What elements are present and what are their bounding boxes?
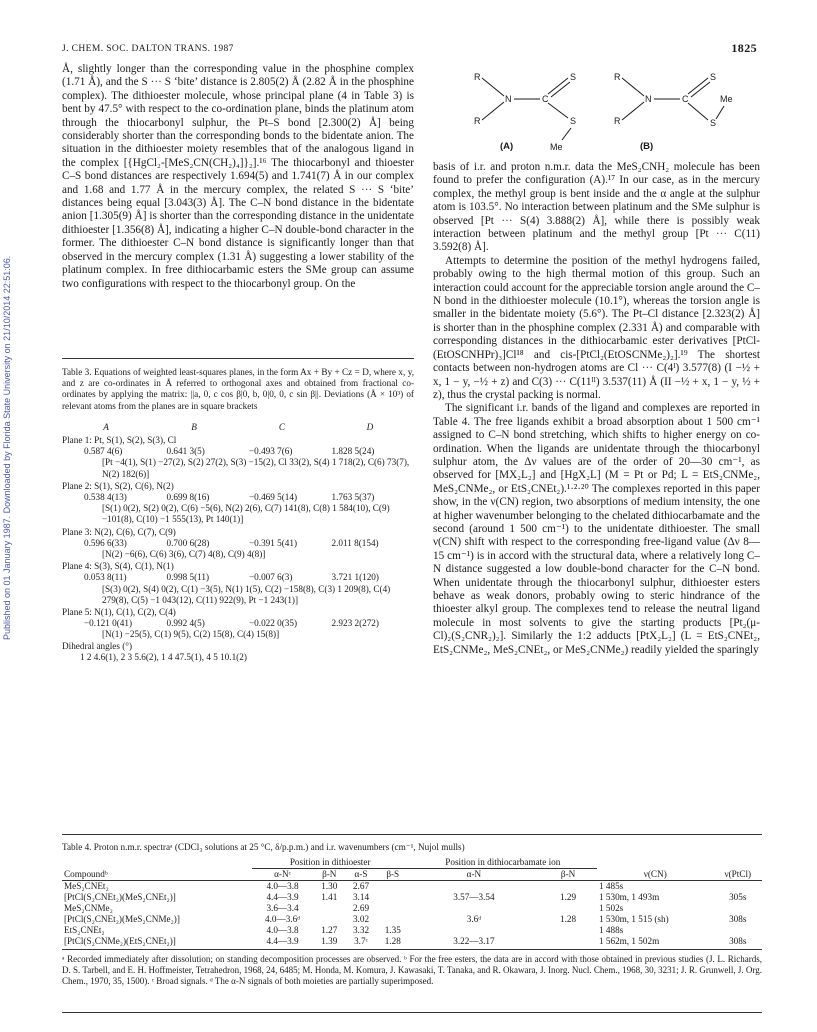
download-watermark-text[interactable]: Published on 01 January 1987. Downloaded by Florida State University on 21/10/2014 22:51:06. <box>2 255 12 640</box>
atom-label: R <box>474 116 481 126</box>
atom-label: N <box>645 94 652 104</box>
table-cell <box>714 881 763 893</box>
table-cell <box>539 903 597 914</box>
table-cell: 3.22—3.17 <box>453 936 495 946</box>
table-cell: 308s <box>729 914 747 924</box>
download-watermark <box>2 120 16 640</box>
column-header: D <box>366 421 374 432</box>
group-header: Position in dithiocarbamate ion <box>409 857 597 869</box>
column-header: β-N <box>560 869 576 879</box>
value: 0.596 6(33) <box>84 537 127 548</box>
value: 0.998 5(11) <box>166 572 210 583</box>
table-3-caption: Table 3. Equations of weighted least-squares planes, in the form Ax + By + Cz = D, where x, y, and z are co-ordinates in Å referred to orthogonal axes and obtained from fractional co-ordinates by applying the matrix: ||a, 0, c cos β|0, b, 0|0, 0, c sin β||. Deviations (Å × 10³) of relevant atoms from the planes are in square brackets <box>62 367 414 411</box>
value: 2.923 2(272) <box>331 618 379 629</box>
table-cell <box>313 903 345 914</box>
table-4-footnotes: ᵃ Recorded immediately after dissolution; on standing decomposition processes are observed. ᵇ For the free esters, the data are in accord with those obtained in previous studies (J. L. Richards, D. S. Tarbell, and E. H. Hoffmeister, Tetrahedron, 1968, 24, 6485; M. Honda, M. Komura, J. Kawasaki, T. Tanaka, and R. Okawara, J. Inorg. Nucl. Chem., 1968, 30, 3231; J. R. Grunwell, J. Org. Chem., 1970, 35, 1500). ᶜ Broad signals. ᵈ The α-N signals of both moieties are partially superimposed. <box>62 954 762 986</box>
plane-row <box>62 435 414 480</box>
atom-label: C <box>542 94 549 104</box>
dihedral-title: Dihedral angles (°) <box>62 640 133 651</box>
value: −0.493 7(6) <box>249 446 293 457</box>
value: 0.053 8(11) <box>84 572 127 583</box>
table-cell: 1 562m, 1 502m <box>598 936 660 946</box>
column-header: C <box>278 421 286 432</box>
table-row <box>62 936 762 947</box>
table-cell: 3.02 <box>352 914 370 924</box>
table-cell: 4.0—3.8 <box>266 925 299 935</box>
atom-label: S <box>570 72 577 82</box>
table-cell: 1.28 <box>384 936 401 946</box>
structure-b-label: (B) <box>640 141 654 152</box>
left-column <box>62 63 414 291</box>
plane-row <box>62 481 414 526</box>
divider <box>62 1012 762 1013</box>
table-cell <box>409 925 540 936</box>
structure-a-label: (A) <box>500 141 514 152</box>
plane-title: Plane 2: S(1), S(2), C(6), N(2) <box>62 480 174 491</box>
column-header: B <box>191 421 197 432</box>
table-cell: [PtCl(S₂CNMe₂)(EtS₂CNEt₂)] <box>64 936 176 946</box>
value: 1.763 5(37) <box>331 492 375 503</box>
group-header: Position in dithioester <box>252 857 409 869</box>
column-header: β-N <box>322 869 337 879</box>
table-row <box>62 925 762 936</box>
plane-row <box>62 607 414 641</box>
table-cell: MeS₂CNMe₂ <box>64 903 113 913</box>
atom-label: Me <box>550 142 563 152</box>
atom-label: R <box>614 72 621 82</box>
paragraph: Å, slightly longer than the corresponding value in the phosphine complex (1.71 Å), and the S ··· S ‘bite’ distance is 2.805(2) Å (2.82 Å in the phosphine complex). The dithioester molecule, whose principal plane (4 in Table 3) is bent by 47.5° with respect to the co-ordination plane, binds the platinum atom through the thiocarbonyl sulphur, the Pt–S bond [2.300(2) Å] being considerably shorter than the corresponding bonds to the bidentate anion. The situation in the dithioester moiety resembles that of the analogous ligand in the complex [{HgCl₂-[MeS₂CN(CH₂)₄]}₂].¹⁶ The thiocarbonyl and thioester C–S bond distances are respectively 1.694(5) and 1.741(7) Å in our complex and 1.68 and 1.77 Å in the mercury complex, the related S ··· S ‘bite’ distances being equal [3.043(3) Å]. The C–N bond distance in the bidentate anion [1.305(9) Å] is shorter than the corresponding distance in the unidentate dithioester [1.356(8) Å], indicating a higher C–N double-bond character in the former. The dithioester C–N bond distance is significantly longer than that observed in the mercury complex (1.31 Å) suggesting a lower stability of the platinum complex. In free dithiocarbamic esters the SMe group can assume two configurations with respect to the thiocarbonyl group. On the <box>62 63 414 290</box>
column-header: A <box>103 421 109 432</box>
table-cell: 3.6—3.4 <box>266 903 299 913</box>
value: 0.992 4(5) <box>166 618 205 629</box>
value: −0.121 0(41) <box>84 618 133 629</box>
table-cell: 1 502s <box>598 903 624 913</box>
table-cell: 1.39 <box>321 936 338 946</box>
atom-label: R <box>474 72 481 82</box>
atom-label: S <box>710 72 717 82</box>
table-cell: 1.27 <box>321 925 338 935</box>
column-header: ν(PtCl) <box>724 868 752 879</box>
paragraph: The significant i.r. bands of the ligand and complexes are reported in Table 4. The free ligands exhibit a broad absorption about 1 500 cm⁻¹ assigned to C–N bond stretching, which shifts to higher energy on co-ordination. When the ligands are unidentate through the thiocarbonyl sulphur atom, the Δν values are of the order of 20—30 cm⁻¹, as observed for [MX₂L₂] and [HgX₂L] (M = Pt or Pd; L = EtS₂CNMe₂, MeS₂CNMe₂, or EtS₂CNEt₂).¹·²·²⁰ The complexes reported in this paper show, in the ν(CN) region, two absorptions of medium intensity, the one at higher wavenumber belonging to the chelated dithiocarbamate and the second (around 1 500 cm⁻¹) to the unidentate dithioester. The small ν(CN) shift with respect to the corresponding free-ligand value (Δν 8—15 cm⁻¹) is in accord with the structural data, where a relatively long C–N distance suggested a low double-bond character for the C–N bond. When unidentate through the thiocarbonyl sulphur, dithioester esters behave as weak donors, probably owing to steric hindrance of the thioester alkyl group. The complexes tend to release the neutral ligand molecule in most solvents to give the starting products [Pt₂(μ-Cl)₂(S₂CNR₂)₂]. Similarly the 1:2 adducts [PtX₂L₂] (L = EtS₂CNEt₂, EtS₂CNMe₂, MeS₂CNEt₂, or MeS₂CNMe₂) readily yielded the sparingly <box>433 402 760 656</box>
table-cell: 1 530m, 1 515 (sh) <box>598 914 669 924</box>
table-cell <box>409 881 540 893</box>
table-cell: 4.4—3.9 <box>266 936 299 946</box>
structure-b <box>610 66 760 156</box>
plane-title: Plane 4: S(3), S(4), C(1), N(1) <box>62 561 174 572</box>
value: 0.538 4(13) <box>84 492 127 503</box>
value: 0.700 6(28) <box>166 537 210 548</box>
page-number: 1825 <box>731 41 757 55</box>
table-cell: 4.0—3.8 <box>266 881 299 891</box>
table-cell <box>714 903 763 914</box>
table-cell <box>539 925 597 936</box>
atom-label: S <box>570 116 577 126</box>
table-cell: 1.35 <box>384 925 401 935</box>
atom-label: N <box>505 94 512 104</box>
column-header: ν(CN) <box>643 868 667 879</box>
table-cell: 4.4—3.9 <box>266 892 299 902</box>
table-cell: 1 530m, 1 493m <box>598 892 660 902</box>
atom-label: R <box>614 116 621 126</box>
atom-label: C <box>682 94 689 104</box>
table-cell: 1 485s <box>598 881 624 891</box>
divider <box>62 834 762 835</box>
value: −0.007 6(3) <box>249 572 293 583</box>
plane-title: Plane 5: N(1), C(1), C(2), C(4) <box>62 607 176 618</box>
divider <box>62 949 762 950</box>
table-cell: 3.6ᵈ <box>466 914 482 924</box>
plane-deviations: [N(2) −6(6), C(6) 3(6), C(7) 4(8), C(9) 4(8)] <box>102 549 266 560</box>
paragraph: basis of i.r. and proton n.m.r. data the MeS₂CNH₂ molecule has been found to prefer the configuration (A).¹⁷ In our case, as in the mercury complex, the methyl group is bent inside and the α angle at the sulphur atom is 103.5°. No interaction between platinum and the SMe sulphur is observed [Pt ··· S(4) 3.888(2) Å], while there is possibly weak interaction between platinum and the methyl group [Pt ··· C(11) 3.592(8) Å]. <box>433 161 760 254</box>
table-cell <box>714 925 763 936</box>
plane-deviations: [S(1) 0(2), S(2) 0(2), C(6) −5(6), N(2) 2(6), C(7) 141(8), C(8) 1 584(10), C(9) −101(8), C(10) −1 555(13), Pt 140(1)] <box>102 503 390 525</box>
dihedral-values: 1 2 4.6(1), 2 3 5.6(2), 1 4 47.5(1), 4 5 10.1(2) <box>80 651 247 662</box>
table-row <box>62 892 762 903</box>
table-cell: 1.30 <box>321 881 338 891</box>
paragraph: Attempts to determine the position of the methyl hydrogens failed, probably owing to the high thermal motion of this group. Such an interaction could account for the appreciable torsion angle around the C–N bond in the dithioester molecule (10.1°), whereas the torsion angle is smaller in the bidentate moiety (5.6°). The Pt–Cl distance [2.323(2) Å] is shorter than in the phosphine complex (2.331 Å) and comparable with corresponding distances in the dithiocarbamic ester derivatives [PtCl-(EtOSCNHPr)₃]Cl¹⁸ and cis-[PtCl₂(EtOSCNMe₂)₂].¹⁹ The shortest contacts between non-hydrogen atoms are Cl ··· C(4ᴵ) 3.577(8) (I −½ + x, 1 − y, −½ + z) and C(3) ··· C(11ᴵᴵ) 3.537(11) Å (II −½ + x, 1 − y, ½ + z), thus the crystal packing is normal. <box>433 254 760 401</box>
column-header: α-S <box>354 869 368 879</box>
table-cell: 1.41 <box>321 892 338 902</box>
value: −0.022 0(35) <box>249 618 298 629</box>
plane-deviations: [N(1) −25(5), C(1) 9(5), C(2) 15(8), C(4) 15(8)] <box>102 629 280 640</box>
plane-deviations: [Pt −4(1), S(1) −27(2), S(2) 27(2), S(3) −15(2), Cl 33(2), S(4) 1 718(2), C(6) 73(7), N(2) 182(6)] <box>102 457 410 479</box>
table-4-grid <box>62 857 762 947</box>
table-row <box>62 881 762 893</box>
table-3 <box>62 367 414 663</box>
table-cell: 3.57—3.54 <box>453 892 495 902</box>
table-cell <box>377 903 409 914</box>
atom-label: Me <box>720 94 733 104</box>
column-header: α-Nᶜ <box>274 869 291 879</box>
table-cell: 3.7ᶜ <box>354 936 368 946</box>
column-header: Compoundᵇ <box>64 868 108 879</box>
table-cell: 1.29 <box>560 892 577 902</box>
table-row <box>62 914 762 925</box>
table-cell: 3.32 <box>352 925 370 935</box>
column-header: β-S <box>386 869 400 879</box>
table-cell: 4.0—3.6ᵈ <box>265 914 301 924</box>
right-column <box>433 161 760 657</box>
table-cell: EtS₂CNEt₂ <box>64 925 105 935</box>
table-cell: 1.28 <box>560 914 577 924</box>
value: −0.469 5(14) <box>249 492 298 503</box>
value: 0.587 4(6) <box>84 446 123 457</box>
table-cell: 2.67 <box>352 881 370 891</box>
value: 0.699 8(16) <box>166 492 210 503</box>
plane-row <box>62 561 414 606</box>
value: 2.011 8(154) <box>331 537 379 548</box>
table-cell: MeS₂CNEt₂ <box>64 881 109 891</box>
value: 0.641 3(5) <box>166 446 205 457</box>
plane-title: Plane 1: Pt, S(1), S(2), S(3), Cl <box>62 435 177 446</box>
table-4 <box>62 842 762 987</box>
table-cell: 2.69 <box>352 903 370 913</box>
plane-title: Plane 3: N(2), C(6), C(7), C(9) <box>62 526 176 537</box>
table-cell: 3.14 <box>352 892 370 902</box>
column-header: α-N <box>466 869 482 879</box>
table-4-caption: Table 4. Proton n.m.r. spectraᵃ (CDCl₃ solutions at 25 °C, δ/p.p.m.) and i.r. wavenumbers (cm⁻¹, Nujol mulls) <box>62 842 465 852</box>
table-cell: 1 488s <box>598 925 624 935</box>
structure-a <box>470 66 620 156</box>
table-cell <box>539 936 597 947</box>
journal-header: J. CHEM. SOC. DALTON TRANS. 1987 <box>62 44 234 54</box>
table-cell <box>377 914 409 925</box>
table-cell: 308s <box>729 936 747 946</box>
table-cell: [PtCl(S₂CNEt₂)(MeS₂CNEt₂)] <box>64 892 176 902</box>
table-row <box>62 903 762 914</box>
table-cell: [PtCl(S₂CNEt₂)(MeS₂CNMe₂)] <box>64 914 180 924</box>
value: −0.391 5(41) <box>249 537 298 548</box>
table-cell: 305s <box>729 892 747 902</box>
table-cell <box>409 903 540 914</box>
plane-deviations: [S(3) 0(2), S(4) 0(2), C(1) −3(5), N(1) 1(5), C(2) −158(8), C(3) 1 209(8), C(4) 279(8), C(5) −1 043(12), C(11) 922(9), Pt −1 243(1)] <box>102 583 391 605</box>
table-3-header <box>62 422 414 433</box>
table-cell <box>539 881 597 893</box>
plane-row <box>62 527 414 561</box>
table-cell <box>377 881 409 893</box>
divider <box>62 358 414 359</box>
table-cell <box>377 892 409 903</box>
value: 1.828 5(24) <box>331 446 375 457</box>
table-cell <box>313 914 345 925</box>
value: 3.721 1(120) <box>331 572 379 583</box>
atom-label: S <box>710 118 717 128</box>
